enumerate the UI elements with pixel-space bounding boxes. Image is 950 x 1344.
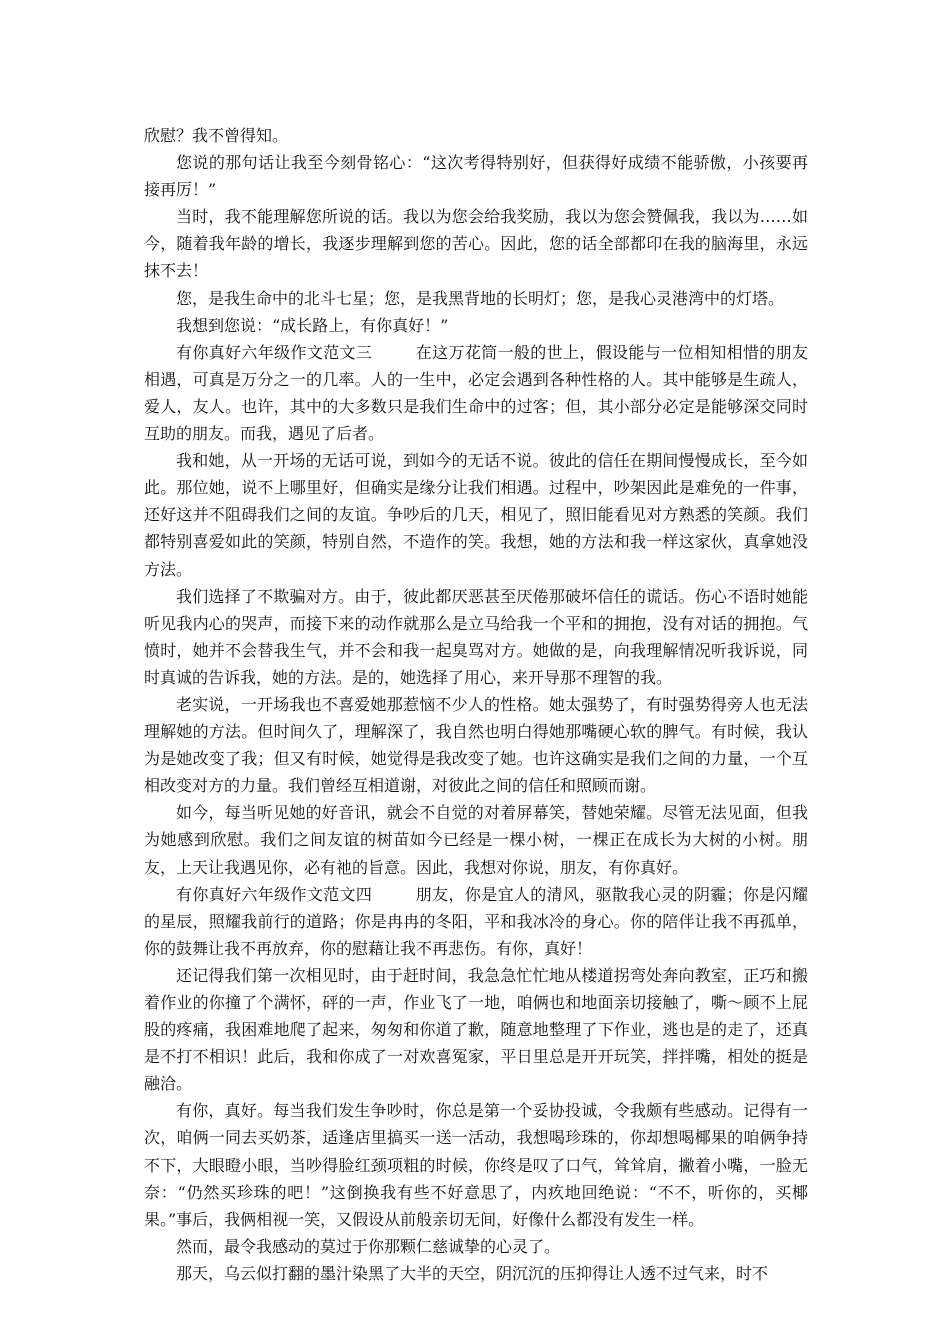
paragraph: 您，是我生命中的北斗七星；您，是我黑背地的长明灯；您，是我心灵港湾中的灯塔。 xyxy=(176,288,785,308)
paragraph: 我和她，从一开场的无话可说，到如今的无话不说。彼此的信任在期间慢慢成长，至今如此。那位她，说不上哪里好，但确实是缘分让我们相遇。过程中，吵架因此是难免的一件事，还好这并不阻碍我们之间的友谊。争吵后的几天，相见了，照旧能看见对方熟悉的笑颜。我们都特别喜爱如此的笑颜，特别自然，不造作的笑。我想，她的方法和我一样这家伙，真拿她没方法。 xyxy=(144,451,808,579)
paragraph: 那天，乌云似打翻的墨汁染黑了大半的天空，阴沉沉的压抑得让人透不过气来，时不 xyxy=(176,1263,769,1283)
paragraph: 您说的那句话让我至今刻骨铭心：“这次考得特别好，但获得好成绩不能骄傲，小孩要再接再厉！” xyxy=(144,153,808,200)
paragraph-with-heading xyxy=(144,881,808,962)
paragraph-with-heading xyxy=(144,339,808,447)
paragraph: 然而，最令我感动的莫过于你那颗仁慈诚挚的心灵了。 xyxy=(176,1236,561,1256)
inline-section-heading: 有你真好六年级作文范文四 xyxy=(176,884,373,904)
paragraph-text: 朋友，你是宜人的清风，驱散我心灵的阴霾；你是闪耀的星辰，照耀我前行的道路；你是冉冉的冬阳，平和我冰冷的身心。你的陪伴让我不再孤单，你的鼓舞让我不再放弃，你的慰藉让我不再悲伤。有你，真好！ xyxy=(144,884,808,958)
heading-gap xyxy=(372,885,416,904)
paragraph: 当时，我不能理解您所说的话。我以为您会给我奖励，我以为您会赞佩我，我以为……如今，随着我年龄的增长，我逐步理解到您的苦心。因此，您的话全部都印在我的脑海里，永远抹不去！ xyxy=(144,207,808,281)
heading-gap xyxy=(372,343,416,362)
document-page xyxy=(144,122,808,1287)
paragraph: 老实说，一开场我也不喜爱她那惹恼不少人的性格。她太强势了，有时强势得旁人也无法理解她的方法。但时间久了，理解深了，我自然也明白得她那嘴硬心软的脾气。有时候，我认为是她改变了我；但又有时候，她觉得是我改变了她。也许这确实是我们之间的力量，一个互相改变对方的力量。我们曾经互相道谢，对彼此之间的信任和照顾而谢。 xyxy=(144,694,808,796)
paragraph: 如今，每当听见她的好音讯，就会不自觉的对着屏幕笑，替她荣耀。尽管无法见面，但我为她感到欣慰。我们之间友谊的树苗如今已经是一棵小树，一棵正在成长为大树的小树。朋友，上天让我遇见你，必有祂的旨意。因此，我想对你说，朋友，有你真好。 xyxy=(144,803,808,877)
paragraph: 有你，真好。每当我们发生争吵时，你总是第一个妥协投诚，令我颇有些感动。记得有一次，咱俩一同去买奶茶，适逢店里搞买一送一活动，我想喝珍珠的，你却想喝椰果的咱俩争持不下，大眼瞪小眼，当吵得脸红颈项粗的时候，你终是叹了口气，耸耸肩，撇着小嘴，一脸无奈：“仍然买珍珠的吧！”这倒换我有些不好意思了，内疚地回绝说：“不不，听你的，买椰果。”事后，我俩相视一笑，又假设从前般亲切无间，好像什么都没有发生一样。 xyxy=(144,1101,808,1229)
paragraph: 我们选择了不欺骗对方。由于，彼此都厌恶甚至厌倦那破坏信任的谎话。伤心不语时她能听见我内心的哭声，而接下来的动作就那么是立马给我一个平和的拥抱，没有对话的拥抱。气愤时，她并不会替我生气，并不会和我一起臭骂对方。她做的是，向我理解情况听我诉说，同时真诚的告诉我，她的方法。是的，她选择了用心，来开导那不理智的我。 xyxy=(144,586,808,687)
paragraph: 我想到您说：“成长路上，有你真好！” xyxy=(176,315,449,335)
inline-section-heading: 有你真好六年级作文范文三 xyxy=(176,342,373,362)
paragraph: 还记得我们第一次相见时，由于赶时间，我急急忙忙地从楼道拐弯处奔向教室，正巧和搬着作业的你撞了个满怀，砰的一声，作业飞了一地，咱俩也和地面亲切接触了，嘶～顾不上屁股的疼痛，我困难地爬了起来，匆匆和你道了歉，随意地整理了下作业，逃也是的走了，还真是不打不相识！此后，我和你成了一对欢喜冤家，平日里总是开开玩笑，拌拌嘴，相处的挺是融洽。 xyxy=(144,965,808,1094)
paragraph: 欣慰？我不曾得知。 xyxy=(144,126,289,145)
paragraph-text: 在这万花筒一般的世上，假设能与一位相知相惜的朋友相遇，可真是万分之一的几率。人的一生中，必定会遇到各种性格的人。其中能够是生疏人，爱人，友人。也许，其中的大多数只是我们生命中的过客；但，其小部分必定是能够深交同时互助的朋友。而我，遇见了后者。 xyxy=(144,342,808,444)
